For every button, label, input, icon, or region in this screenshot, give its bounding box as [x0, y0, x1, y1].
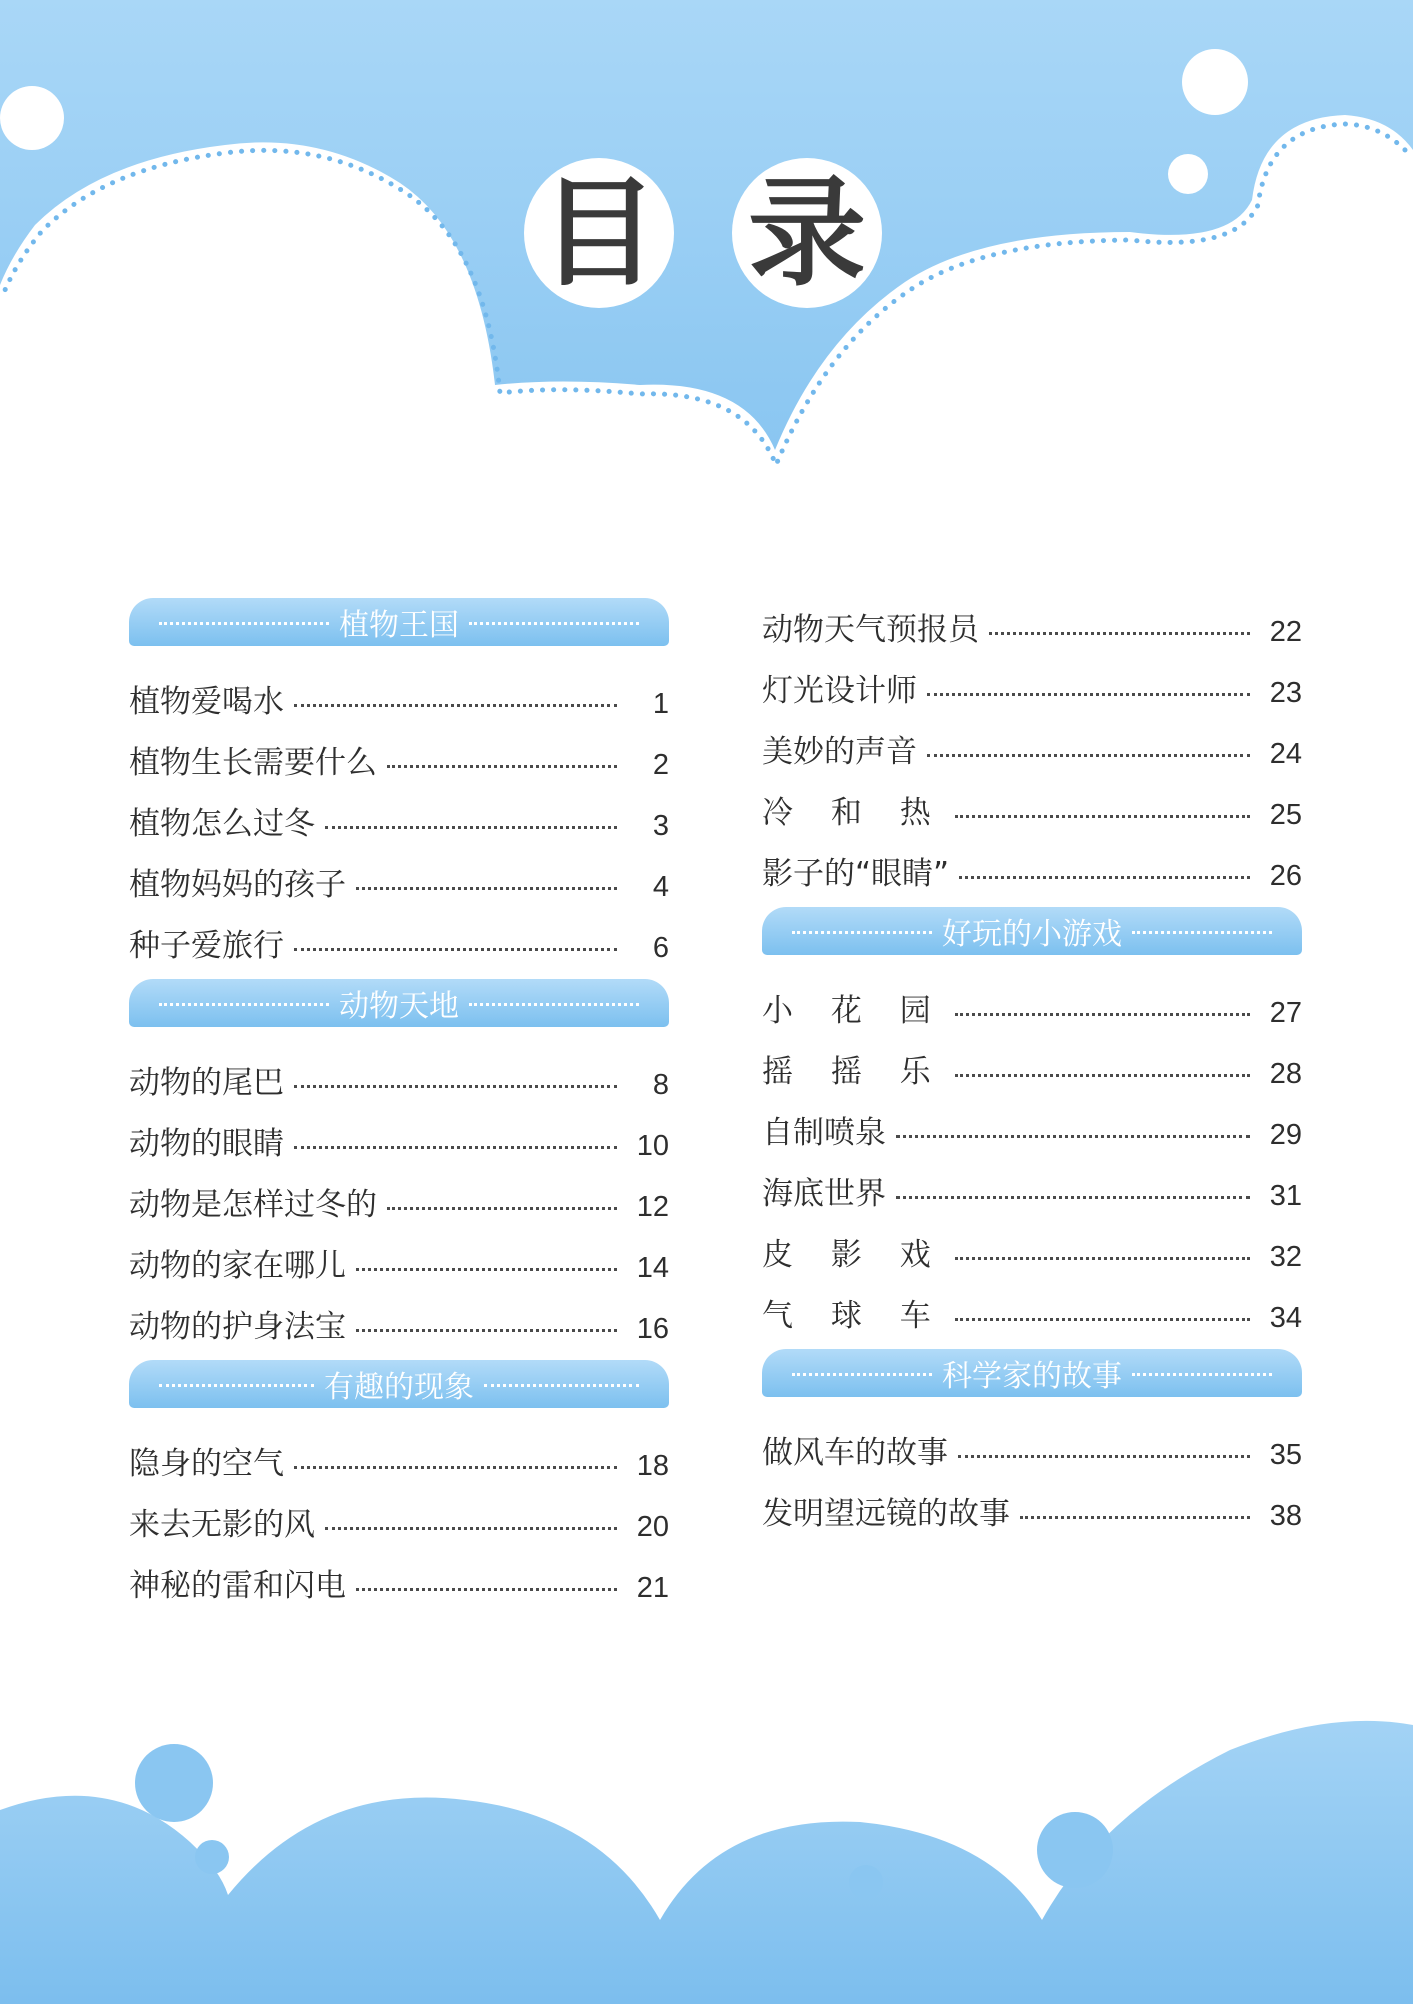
section-heading-label: 有趣的现象 — [324, 1370, 474, 1405]
toc-entry[interactable] — [129, 1483, 669, 1544]
toc-entry-title: 摇 摇 乐 — [762, 1054, 945, 1090]
toc-entry-page: 16 — [636, 1313, 669, 1345]
toc-entry[interactable] — [762, 969, 1302, 1030]
dot-leader — [958, 1455, 1250, 1458]
toc-entry-title: 小 花 园 — [762, 993, 945, 1029]
toc-entry-title: 气 球 车 — [762, 1298, 945, 1334]
toc-entry-page: 10 — [636, 1130, 669, 1162]
dot-leader — [325, 1527, 617, 1530]
section-heading-animals — [129, 979, 669, 1027]
section-heading-label: 植物王国 — [339, 608, 459, 643]
toc-entry-title: 来去无影的风 — [129, 1507, 315, 1543]
page-title-char-2: 录 — [732, 158, 882, 308]
toc-entry-page: 23 — [1269, 677, 1302, 709]
toc-entry-page: 22 — [1269, 616, 1302, 648]
bubble — [849, 1865, 883, 1899]
toc-entry-title: 灯光设计师 — [762, 673, 917, 709]
dot-leader — [356, 887, 617, 890]
dot-leader — [927, 693, 1250, 696]
toc-entry[interactable] — [762, 649, 1302, 710]
bubble — [1037, 1812, 1113, 1888]
toc-entry-page: 18 — [636, 1450, 669, 1482]
toc-entry[interactable] — [129, 1163, 669, 1224]
section-heading-plants — [129, 598, 669, 646]
toc-entry-page: 1 — [652, 688, 669, 720]
bubble — [1168, 154, 1208, 194]
dot-leader — [294, 1085, 617, 1088]
toc-entry-page: 31 — [1269, 1180, 1302, 1212]
toc-entry-title: 发明望远镜的故事 — [762, 1496, 1010, 1532]
dot-leader — [896, 1196, 1250, 1199]
toc-entry[interactable] — [129, 1102, 669, 1163]
dot-leader — [927, 754, 1250, 757]
dot-leader — [356, 1588, 617, 1591]
toc-entry[interactable] — [129, 782, 669, 843]
dot-leader — [1020, 1516, 1250, 1519]
dot-leader — [955, 1257, 1250, 1260]
dot-leader — [955, 1318, 1250, 1321]
dot-leader — [955, 815, 1250, 818]
toc-entry-title: 影子的“眼睛” — [762, 856, 950, 892]
toc-entry[interactable] — [762, 710, 1302, 771]
toc-entry[interactable] — [762, 832, 1302, 893]
toc-entry-title: 隐身的空气 — [129, 1446, 284, 1482]
section-heading-label: 科学家的故事 — [942, 1359, 1122, 1394]
dot-leader — [294, 704, 617, 707]
dot-leader — [294, 1146, 617, 1149]
toc-entry[interactable] — [129, 1422, 669, 1483]
toc-entry-page: 6 — [652, 932, 669, 964]
dot-leader — [356, 1268, 617, 1271]
section-heading-label: 动物天地 — [339, 989, 459, 1024]
toc-entry[interactable] — [129, 1285, 669, 1346]
toc-entry[interactable] — [762, 1213, 1302, 1274]
toc-entry-page: 2 — [652, 749, 669, 781]
toc-entry-page: 26 — [1269, 860, 1302, 892]
toc-entry-page: 29 — [1269, 1119, 1302, 1151]
bubble — [135, 1744, 213, 1822]
dot-leader — [896, 1135, 1250, 1138]
dot-leader — [294, 1466, 617, 1469]
toc-entry[interactable] — [762, 1091, 1302, 1152]
toc-entry[interactable] — [129, 843, 669, 904]
toc-entry-title: 动物的家在哪儿 — [129, 1248, 346, 1284]
toc-entry-title: 动物的护身法宝 — [129, 1309, 346, 1345]
toc-entry[interactable] — [762, 1274, 1302, 1335]
toc-entry-title: 美妙的声音 — [762, 734, 917, 770]
toc-entry-title: 动物的眼睛 — [129, 1126, 284, 1162]
toc-entry-title: 植物妈妈的孩子 — [129, 867, 346, 903]
toc-entry[interactable] — [129, 1224, 669, 1285]
toc-entry-page: 27 — [1269, 997, 1302, 1029]
toc-entry-title: 植物怎么过冬 — [129, 806, 315, 842]
section-heading-phenomena — [129, 1360, 669, 1408]
dot-leader — [959, 876, 1250, 879]
toc-right-column — [762, 588, 1302, 1533]
dot-leader — [387, 765, 617, 768]
toc-entry-page: 38 — [1269, 1500, 1302, 1532]
toc-entry-title: 动物的尾巴 — [129, 1065, 284, 1101]
toc-entry-title: 做风车的故事 — [762, 1435, 948, 1471]
toc-entry-title: 神秘的雷和闪电 — [129, 1568, 346, 1604]
dot-leader — [387, 1207, 617, 1210]
dot-leader — [325, 826, 617, 829]
toc-left-column — [129, 598, 669, 1605]
bubble — [0, 86, 64, 150]
toc-entry-page: 28 — [1269, 1058, 1302, 1090]
toc-entry-page: 32 — [1269, 1241, 1302, 1273]
section-heading-games — [762, 907, 1302, 955]
bubble — [195, 1840, 229, 1874]
toc-entry-title: 动物天气预报员 — [762, 612, 979, 648]
toc-entry[interactable] — [129, 1544, 669, 1605]
toc-entry-page: 34 — [1269, 1302, 1302, 1334]
toc-entry-page: 21 — [636, 1572, 669, 1604]
toc-entry-title: 动物是怎样过冬的 — [129, 1187, 377, 1223]
section-heading-label: 好玩的小游戏 — [942, 917, 1122, 952]
toc-entry-page: 8 — [652, 1069, 669, 1101]
toc-entry[interactable] — [762, 588, 1302, 649]
section-heading-scientists — [762, 1349, 1302, 1397]
toc-entry[interactable] — [129, 721, 669, 782]
toc-entry[interactable] — [762, 1411, 1302, 1472]
toc-entry[interactable] — [762, 1030, 1302, 1091]
toc-entry-page: 25 — [1269, 799, 1302, 831]
dot-leader — [989, 632, 1250, 635]
toc-entry[interactable] — [762, 1152, 1302, 1213]
dot-leader — [955, 1013, 1250, 1016]
toc-entry[interactable] — [129, 1041, 669, 1102]
toc-entry[interactable] — [129, 660, 669, 721]
toc-entry-page: 20 — [636, 1511, 669, 1543]
toc-entry[interactable] — [762, 771, 1302, 832]
toc-entry-title: 植物爱喝水 — [129, 684, 284, 720]
toc-entry-title: 自制喷泉 — [762, 1115, 886, 1151]
toc-entry-title: 海底世界 — [762, 1176, 886, 1212]
toc-entry-page: 3 — [652, 810, 669, 842]
toc-entry-title: 冷 和 热 — [762, 795, 945, 831]
page-title-char-1: 目 — [524, 158, 674, 308]
toc-entry-page: 35 — [1269, 1439, 1302, 1471]
dot-leader — [356, 1329, 617, 1332]
toc-entry-title: 种子爱旅行 — [129, 928, 284, 964]
toc-entry-page: 14 — [636, 1252, 669, 1284]
toc-entry-title: 植物生长需要什么 — [129, 745, 377, 781]
toc-entry[interactable] — [762, 1472, 1302, 1533]
dot-leader — [294, 948, 617, 951]
toc-entry-page: 12 — [636, 1191, 669, 1223]
bubble — [1182, 49, 1248, 115]
toc-entry-page: 4 — [652, 871, 669, 903]
dot-leader — [955, 1074, 1250, 1077]
toc-entry-page: 24 — [1269, 738, 1302, 770]
toc-entry-title: 皮 影 戏 — [762, 1237, 945, 1273]
toc-entry[interactable] — [129, 904, 669, 965]
